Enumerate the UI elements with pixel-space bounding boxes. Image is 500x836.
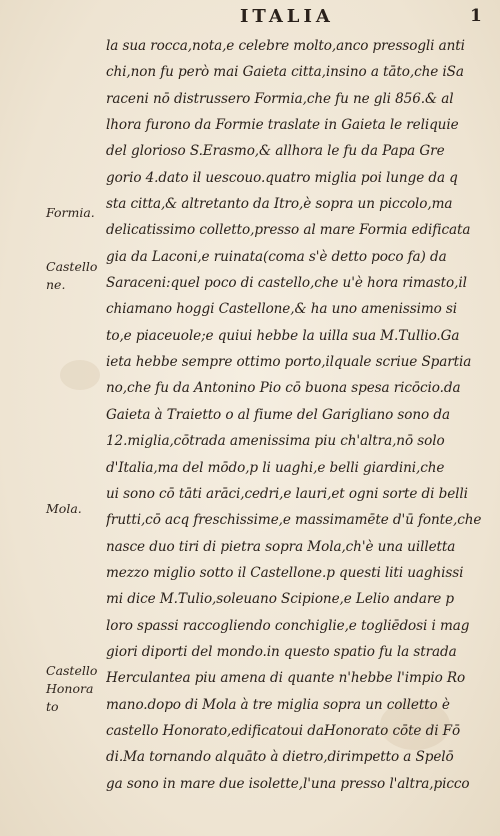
- text-line: Gaieta à Traietto o al fiume del Garigliano sono da: [106, 406, 450, 423]
- margin-note-formia: Formia.: [46, 205, 95, 220]
- text-line: nasce duo tiri di pietra sopra Mola,ch'è una uilletta: [106, 538, 456, 555]
- text-line: chi,non fu però mai Gaieta citta,insino a tāto,che iSa: [106, 64, 464, 81]
- text-line: gorio 4.dato il uescouo.quatro miglia poi lunge da q: [106, 169, 458, 186]
- text-line: raceni nō distrussero Formia,che fu ne gli 856.& al: [106, 90, 454, 107]
- page-number: 1: [470, 6, 482, 26]
- text-line: to,e piaceuole;e quiui hebbe la uilla sua M.Tullio.Ga: [106, 327, 460, 344]
- text-line: Saraceni:quel poco di castello,che u'è hora rimasto,il: [106, 275, 467, 292]
- text-line: la sua rocca,nota,e celebre molto,anco pressogli anti: [106, 38, 465, 54]
- text-line: sta citta,& altretanto da Itro,è sopra un piccolo,ma: [106, 196, 453, 213]
- text-line: mano.dopo di Mola à tre miglia sopra un colletto è: [106, 696, 450, 713]
- text-line: del glorioso S.Erasmo,& allhora le fu da Papa Gre: [106, 143, 445, 160]
- text-line: lhora furono da Formie traslate in Gaieta le reliquie: [106, 117, 459, 134]
- margin-note-castello-honorato: Castello Honora to: [46, 663, 98, 714]
- text-line: 12.miglia,cōtrada amenissima piu ch'altra,nō solo: [106, 433, 445, 450]
- text-line: giori diporti del mondo.in questo spatio fu la strada: [106, 643, 457, 660]
- text-line: ieta hebbe sempre ottimo porto,ilquale scriue Spartia: [106, 354, 472, 371]
- text-line: castello Honorato,edificatoui daHonorato cōte di Fō: [106, 722, 461, 739]
- text-line: frutti,cō acq freschissime,e massimamēte d'ū fonte,che: [106, 512, 482, 529]
- paper-stain: [60, 360, 100, 390]
- text-line: ui sono cō tāti arāci,cedri,e lauri,et ogni sorte di belli: [106, 485, 468, 502]
- text-line: chiamano hoggi Castellone,& ha uno amenissimo si: [106, 301, 458, 318]
- text-line: Herculantea piu amena di quante n'hebbe l'impio Ro: [106, 670, 466, 687]
- text-line: mezzo miglio sotto il Castellone.p questi liti uaghissi: [106, 564, 464, 581]
- text-line: di.Ma tornando alquāto à dietro,dirimpetto a Spelō: [106, 749, 454, 766]
- running-title: ITALIA: [240, 6, 334, 27]
- text-line: no,che fu da Antonino Pio cō buona spesa ricōcio.da: [106, 380, 461, 397]
- text-line: d'Italia,ma del mōdo,p li uaghi,e belli giardini,che: [106, 459, 445, 476]
- text-line: loro spassi raccogliendo conchiglie,e togliēdosi i mag: [106, 617, 470, 634]
- running-header: [0, 6, 500, 32]
- margin-note-castellone: Castello ne.: [46, 259, 98, 292]
- margin-note-mola: Mola.: [46, 501, 82, 516]
- text-line: mi dice M.Tulio,soleuano Scipione,e Lelio andare p: [106, 591, 455, 608]
- text-line: ga sono in mare due isolette,l'una presso l'altra,picco: [106, 775, 470, 792]
- body-text: [106, 33, 494, 797]
- text-line: gia da Laconi,e ruinata(coma s'è detto poco fa) da: [106, 248, 447, 265]
- text-line: delicatissimo colletto,presso al mare Formia edificata: [106, 222, 471, 239]
